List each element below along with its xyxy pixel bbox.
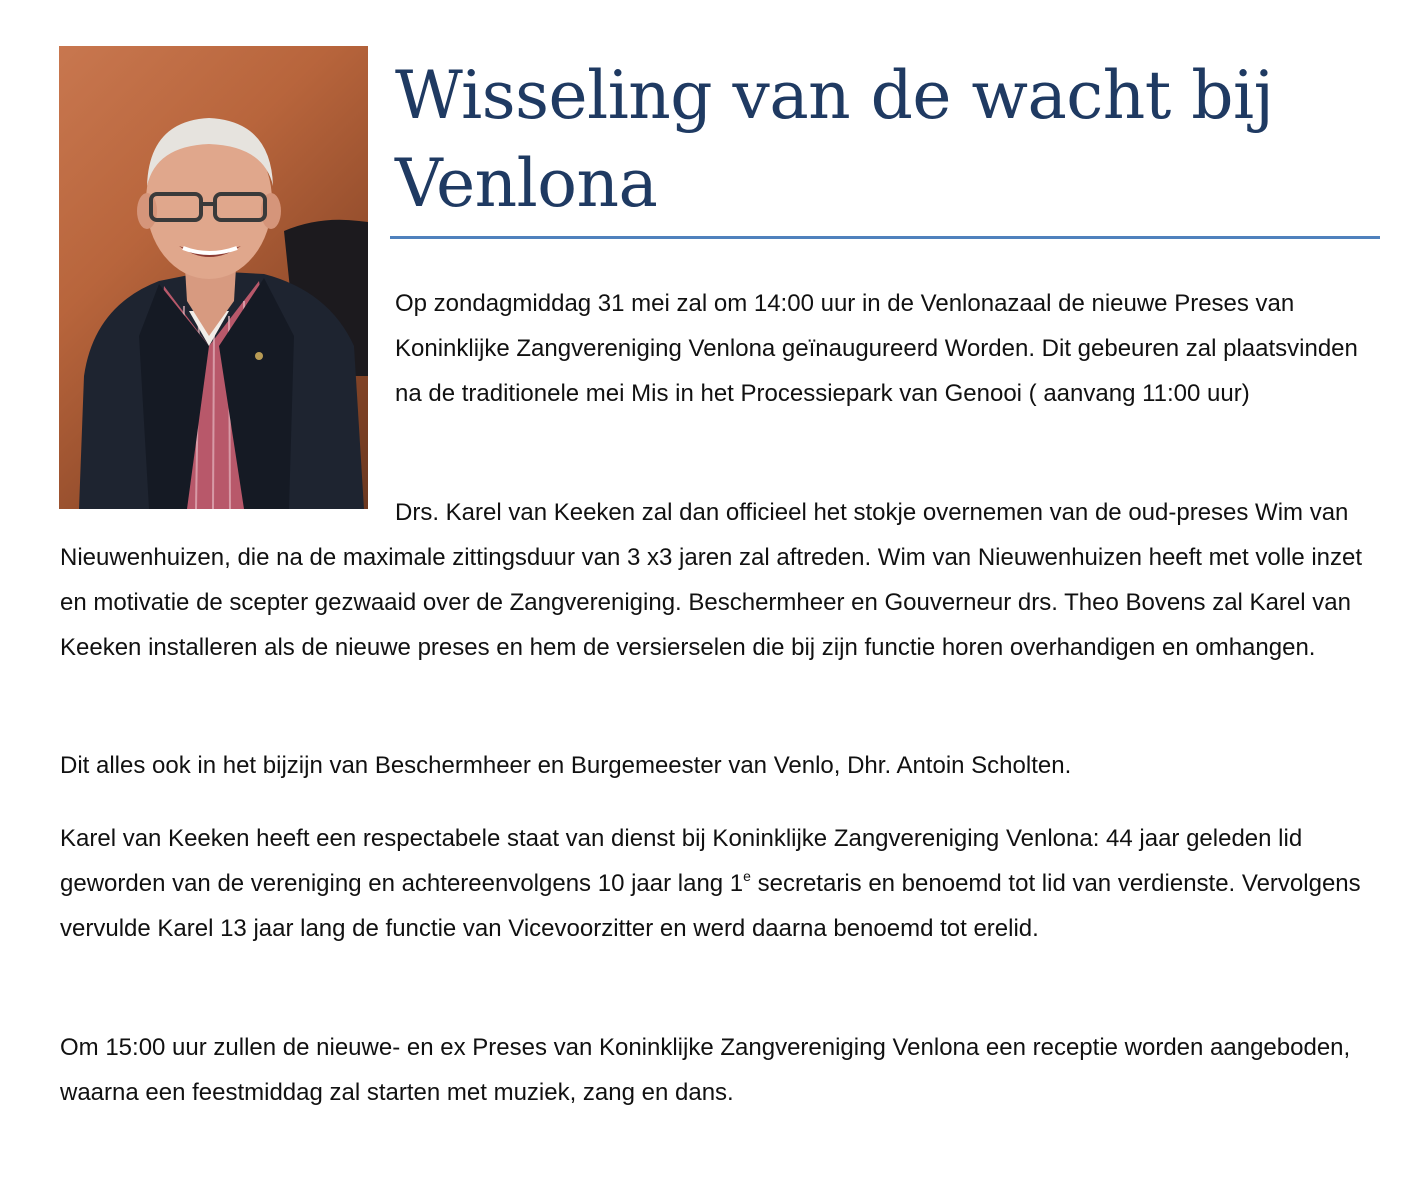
title-divider <box>390 236 1380 239</box>
paragraph-reception: Om 15:00 uur zullen de nieuwe- en ex Preses van Koninklijke Zangvereniging Venlona een receptie worden aangeboden, waarna een feestmiddag zal starten met muziek, zang en dans. <box>60 1034 1351 1106</box>
career-text-part2: secretaris en benoemd tot lid van verdienste. Vervolgens vervulde Karel 13 jaar lang de functie van Vicevoorzitter en werd daarna benoemd tot erelid. <box>60 870 1361 942</box>
paragraph-career <box>60 816 1370 951</box>
paragraph-handover: Drs. Karel van Keeken zal dan officieel het stokje overnemen van de oud-preses Wim van Nieuwenhuizen, die na de maximale zittingsduur van 3 x3 jaren zal aftreden. Wim van Nieuwenhuizen heeft met volle inzet en motivatie de scepter gezwaaid over de Zangvereniging. Beschermheer en Gouverneur drs. Theo Bovens zal Karel van Keeken installeren als de nieuwe preses en hem de versierselen die bij zijn functie horen overhandigen en omhangen. <box>60 499 1363 661</box>
ordinal-superscript: e <box>743 868 751 884</box>
paragraph-mayor: Dit alles ook in het bijzijn van Beschermheer en Burgemeester van Venlo, Dhr. Antoin Scholten. <box>60 752 1072 779</box>
article-title: Wisseling van de wacht bij Venlona <box>395 57 1274 222</box>
paragraph-intro: Op zondagmiddag 31 mei zal om 14:00 uur in de Venlonazaal de nieuwe Preses van Koninklijke Zangvereniging Venlona geïnaugureerd Worden. Dit gebeuren zal plaatsvinden na de traditionele mei Mis in het Processiepark van Genooi ( aanvang 11:00 uur) <box>395 290 1358 407</box>
portrait-photo <box>59 46 368 509</box>
career-text-part1: Karel van Keeken heeft een respectabele staat van dienst bij Koninklijke Zangvereniging Venlona: 44 jaar geleden lid geworden van de vereniging en achtereenvolgens 10 jaar lang 1 <box>60 825 1303 897</box>
